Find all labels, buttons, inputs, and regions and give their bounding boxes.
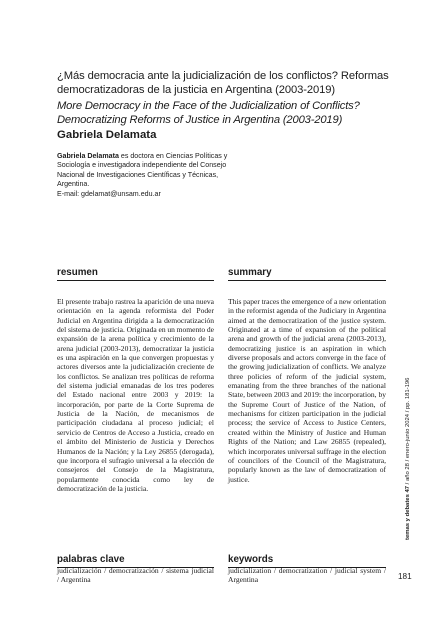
journal-issue: / año 28 / enero-junio 2024 / pp. 181-196 (405, 377, 411, 486)
keywords-text: judicialization / democratization / judicial system / Argentina (228, 566, 386, 585)
summary-text: This paper traces the emergence of a new orientation in the reformist agenda of the Judiciary in Argentina aimed at the democratization of the justice system. Originated at a time of expansion of the political arena and growth of the judicial arena (2003-2013), democratizing justice is an aspiration in which diverse proposals and actors converge in the face of the growing judicialization of conflicts. We analyze three policies of reform of the judicial system, emanating from the three branches of the national State, between 2003 and 2019: the incorporation, by the Supreme Court of Justice of the Nation, of mechanisms for citizen participation in the judicial process; the service of Access to Justice Centers, created within the Ministry of Justice and Human Rights of the Nation; and Law 26855 (repealed), which incorporates universal suffrage in the election of councilors of the Council of the Magistratura, popularly known as the law of democratization of justice. (228, 297, 386, 484)
resumen-rule (57, 280, 214, 281)
author-bio (57, 152, 242, 190)
author-email: E-mail: gdelamat@unsam.edu.ar (57, 189, 161, 198)
keywords-heading: keywords (228, 554, 274, 565)
author-bio-name: Gabriela Delamata (57, 152, 119, 160)
article-title-english: More Democracy in the Face of the Judicialization of Conflicts? Democratizing Reforms of Justice in Argentina (2003-2019) (57, 100, 360, 126)
author-name: Gabriela Delamata (57, 129, 157, 141)
author-bio-text: es doctora en Ciencias Políticas y Sociología e investigadora independiente del Consejo Nacional de Investigaciones Científicas y Técnicas, Argentina. (57, 152, 228, 189)
article-title-spanish: ¿Más democracia ante la judicialización de los conflictos? Reformas democratizadoras de la justicia en Argentina (2003-2019) (57, 70, 389, 96)
journal-citation-vertical (405, 378, 412, 540)
resumen-heading: resumen (57, 267, 98, 278)
resumen-text: El presente trabajo rastrea la aparición de una nueva orientación en la agenda reformista del Poder Judicial en Argentina dirigida a la democratización del sistema de justicia. Originada en un momento de expansión de la arena política y crecimiento de la arena judicial (2003-2013), democratizar la justicia es una aspiración en la que convergen propuestas y actores diversos ante la judicialización creciente de los conflictos. Se analizan tres políticas de reforma del sistema judicial emanadas de los tres poderes del Estado nacional entre 2003 y 2019: la incorporación, por parte de la Corte Suprema de Justicia de la Nación, de mecanismos de participación ciudadana al proceso judicial; el servicio de Centros de Acceso a Justicia, creado en el ámbito del Ministerio de Justicia y Derechos Humanos de la Nación; y la Ley 26855 (derogada), que incorpora el sufragio universal a la elección de consejeros del Consejo de la Magistratura, popularmente conocida como ley de democratización de la justicia. (57, 297, 214, 493)
page-number: 181 (398, 572, 412, 581)
summary-heading: summary (228, 267, 272, 278)
palabras-clave-heading: palabras clave (57, 554, 125, 565)
palabras-clave-text: judicialización / democratización / sistema judicial / Argentina (57, 566, 214, 585)
summary-rule (228, 280, 386, 281)
journal-name: temas y debates 47 (405, 485, 411, 540)
